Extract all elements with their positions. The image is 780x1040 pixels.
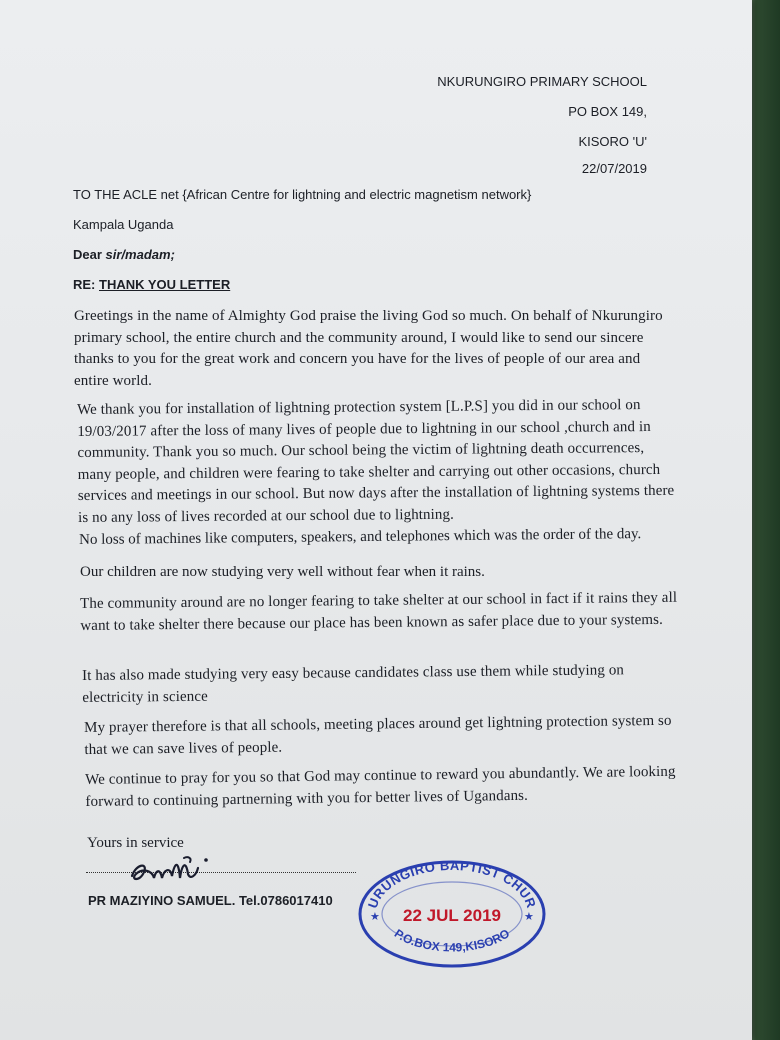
paragraph-community: The community around are no longer fearing to take shelter at our school in fact if it rains they all want to take shelter there because our place has been known as safer place due to your systems. [80, 589, 678, 634]
paragraph-studying: It has also made studying very easy because candidates class use them while studying on electricity in science [82, 662, 625, 706]
church-stamp [356, 858, 548, 970]
signatory: PR MAZIYINO SAMUEL. Tel.0786017410 [88, 893, 333, 908]
paragraph-installation: We thank you for installation of lightning protection system [L.P.S] you did in our school on 19/03/2017 after the loss of many lives of people due to lightning in our school ,church and in community. Thank you so much. Our school being the victim of lightning death occurrences, many people, and children were fearing to take shelter and carrying out other occasions, church services and meetings in our school. But now days after the installation of lightning systems there is no any loss of lives recorded at our school due to lightning. [77, 397, 675, 526]
subject-title: THANK YOU LETTER [99, 277, 231, 292]
stamp-date: 22 JUL 2019 [403, 906, 501, 925]
recipient-line-1: TO THE ACLE net {African Centre for lightning and electric magnetism network} [73, 187, 532, 202]
paragraph-prayer: My prayer therefore is that all schools, meeting places around get lightning protection system so that we can save lives of people. [84, 712, 672, 758]
letter-date: 22/07/2019 [581, 161, 647, 176]
paragraph-children: Our children are now studying very well without fear when it rains. [80, 564, 485, 580]
school-name: NKURUNGIRO PRIMARY SCHOOL [437, 74, 647, 89]
paragraph-closing: We continue to pray for you so that God may continue to reward you abundantly. We are looking forward to continuing partnerning with you for better lives of Ugandans. [85, 763, 676, 810]
subject-prefix: RE: [73, 277, 99, 292]
paragraph-machines: No loss of machines like computers, speakers, and telephones which was the order of the day. [79, 526, 642, 548]
closing-yours: Yours in service [87, 835, 184, 851]
stamp-bottom-text: P.O.BOX 149,KISORO [391, 926, 513, 955]
recipient-line-2: Kampala Uganda [73, 217, 174, 232]
salutation-prefix: Dear [73, 247, 106, 262]
svg-text:P.O.BOX 149,KISORO [392, 926, 512, 954]
po-box: PO BOX 149, [568, 104, 647, 119]
svg-text:★: ★ [370, 910, 380, 923]
svg-text:★: ★ [524, 910, 534, 923]
stamp-top-text: URUNGIRO BAPTIST CHUR [364, 858, 540, 911]
town: KISORO 'U' [578, 134, 647, 149]
salutation-rest: sir/madam; [105, 247, 175, 262]
salutation [73, 247, 175, 262]
paragraph-greetings: Greetings in the name of Almighty God praise the living God so much. On behalf of Nkurungiro primary school, the entire church and the community around, I would like to send our sincere thanks to you for the great work and concern you have for the lives of people of our area and entire world. [74, 308, 663, 389]
signature-mark [126, 850, 216, 890]
subject-line [73, 277, 230, 292]
stamp-seal-icon [356, 858, 548, 970]
svg-text:NKURUNGIRO BAPTIST CHURCH [356, 858, 539, 910]
